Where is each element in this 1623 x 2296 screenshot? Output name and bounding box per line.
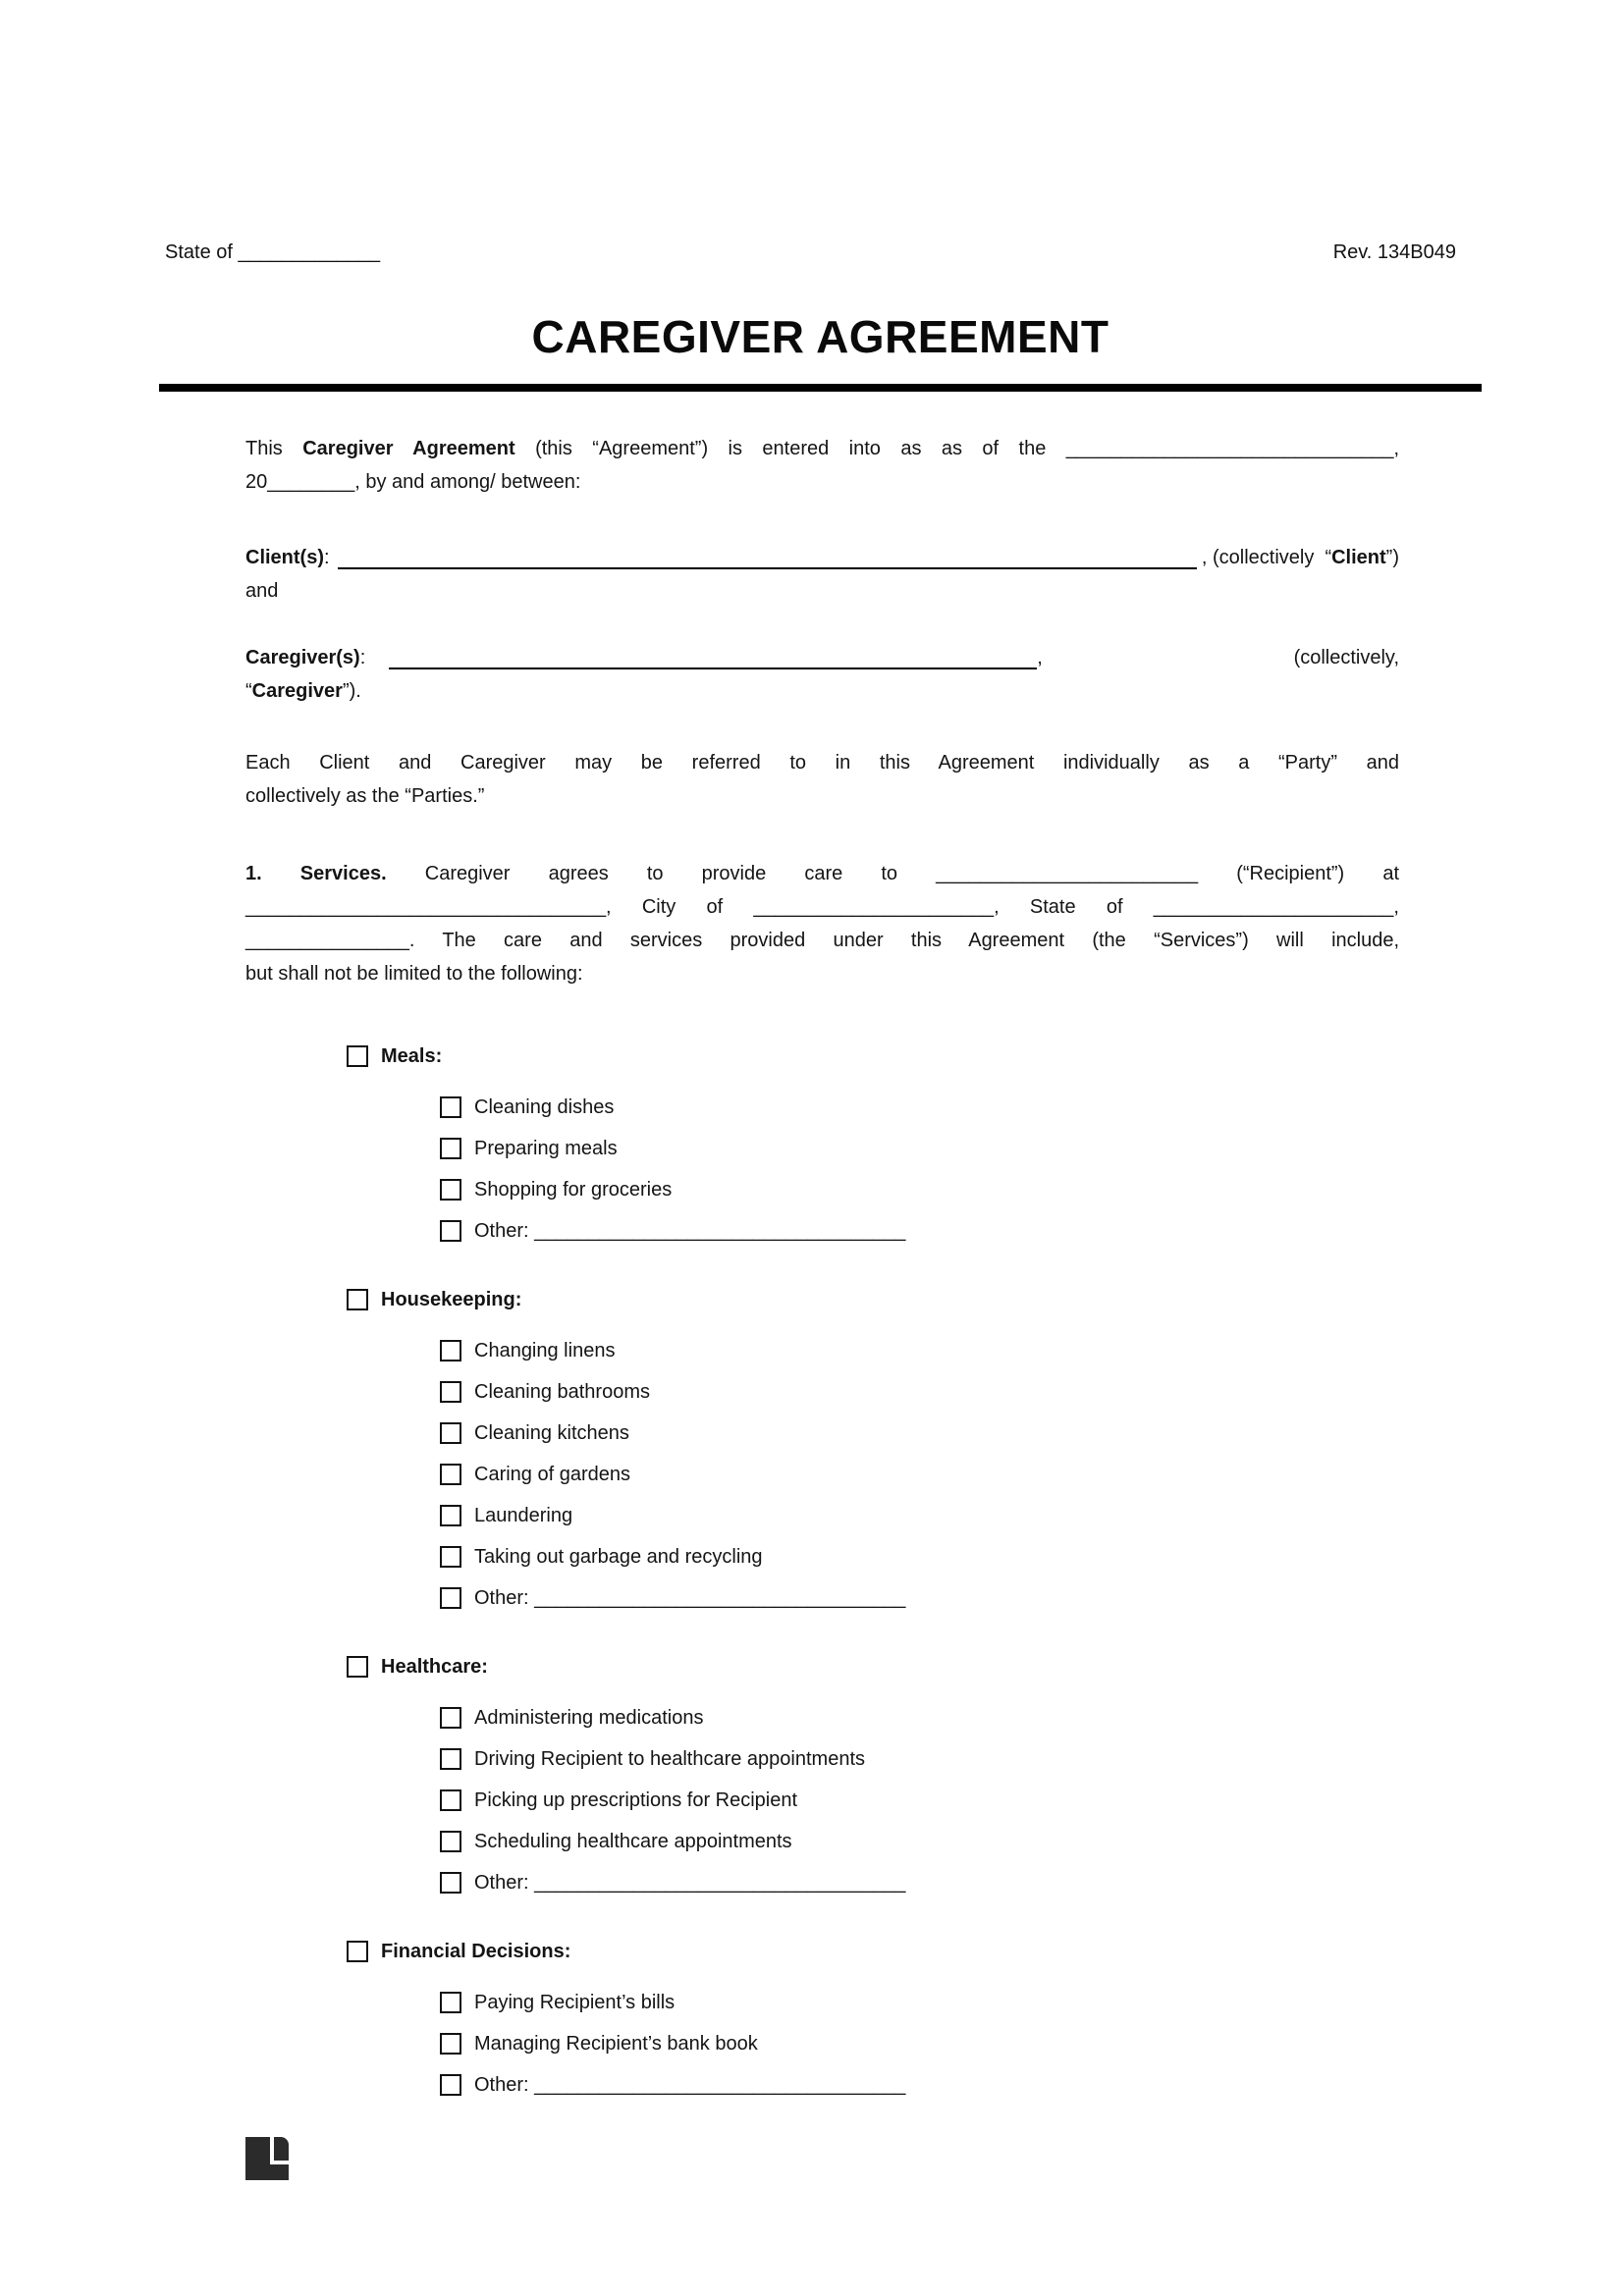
checklist-item-other: Other: __________________________________ xyxy=(440,1214,1399,1248)
title-zone xyxy=(159,312,1482,361)
checklist-item: Managing Recipient’s bank book xyxy=(440,2027,1399,2060)
caregiver-tail: (collectively, xyxy=(1293,647,1399,668)
checklist-item-other: Other: __________________________________ xyxy=(440,1581,1399,1615)
checklist-item: Cleaning dishes xyxy=(440,1091,1399,1124)
services-paragraph xyxy=(245,857,1399,990)
client-and-line: and xyxy=(245,580,279,602)
checklist-item: Scheduling healthcare appointments xyxy=(440,1825,1399,1858)
intro-text-1: This xyxy=(245,438,303,459)
checklist-item: Driving Recipient to healthcare appointments xyxy=(440,1742,1399,1776)
client-paragraph xyxy=(245,541,1399,608)
cleaning-dishes-checkbox[interactable] xyxy=(440,1096,461,1118)
checklist-item: Cleaning bathrooms xyxy=(440,1375,1399,1409)
page-header xyxy=(165,241,1456,263)
housekeeping-items xyxy=(440,1334,1399,1615)
meals-heading-row xyxy=(347,1040,1399,1073)
parties-text-2: collectively as the “Parties.” xyxy=(245,785,485,807)
garbage-recycling-checkbox[interactable] xyxy=(440,1546,461,1568)
financial-heading-row xyxy=(347,1935,1399,1968)
checklist-item-other: Other: __________________________________ xyxy=(440,2068,1399,2102)
caregiver-row xyxy=(245,641,1399,674)
meals-label: Meals: xyxy=(381,1045,443,1067)
checklist-item: Changing linens xyxy=(440,1334,1399,1367)
laundering-checkbox[interactable] xyxy=(440,1505,461,1526)
checklist-group-housekeeping xyxy=(347,1283,1399,1615)
client-name-field[interactable] xyxy=(338,542,1197,569)
intro-agreement-bold: Caregiver Agreement xyxy=(302,438,515,459)
client-tail: , (collectively “Client”) xyxy=(1201,547,1399,568)
paying-bills-checkbox[interactable] xyxy=(440,1992,461,2013)
checklist-item: Cleaning kitchens xyxy=(440,1416,1399,1450)
checklist-item: Administering medications xyxy=(440,1701,1399,1735)
checklist-item: Shopping for groceries xyxy=(440,1173,1399,1206)
cleaning-bathrooms-checkbox[interactable] xyxy=(440,1381,461,1403)
caregiver-label: Caregiver(s): xyxy=(245,647,366,668)
cleaning-kitchens-checkbox[interactable] xyxy=(440,1422,461,1444)
shopping-groceries-checkbox[interactable] xyxy=(440,1179,461,1201)
checklist-group-financial xyxy=(347,1935,1399,2102)
caregiver-name-field[interactable] xyxy=(389,642,1037,669)
financial-decisions-label: Financial Decisions: xyxy=(381,1941,571,1962)
services-text-2: but shall not be limited to the following: xyxy=(245,963,583,985)
scheduling-appointments-checkbox[interactable] xyxy=(440,1831,461,1852)
checklist-group-healthcare xyxy=(347,1650,1399,1899)
caregiver-comma: , xyxy=(1037,647,1043,668)
document-title: CAREGIVER AGREEMENT xyxy=(531,311,1109,362)
healthcare-heading-row xyxy=(347,1650,1399,1683)
healthcare-checkbox[interactable] xyxy=(347,1656,368,1678)
financial-items xyxy=(440,1986,1399,2102)
services-text-1: Caregiver agrees to provide care to ________________________ (“Recipient”) at _________________________________, City of ______________________, State of ______________________, _______________. The care and services provided under this Agreement (the “Services”) will include, xyxy=(245,863,1400,951)
checklist-item: Taking out garbage and recycling xyxy=(440,1540,1399,1574)
financial-other-checkbox[interactable] xyxy=(440,2074,461,2096)
financial-decisions-checkbox[interactable] xyxy=(347,1941,368,1962)
caring-gardens-checkbox[interactable] xyxy=(440,1464,461,1485)
housekeeping-heading-row xyxy=(347,1283,1399,1316)
checklist-item: Picking up prescriptions for Recipient xyxy=(440,1784,1399,1817)
housekeeping-other-checkbox[interactable] xyxy=(440,1587,461,1609)
checklist-item-other: Other: __________________________________ xyxy=(440,1866,1399,1899)
healthcare-items xyxy=(440,1701,1399,1899)
preparing-meals-checkbox[interactable] xyxy=(440,1138,461,1159)
changing-linens-checkbox[interactable] xyxy=(440,1340,461,1362)
healthcare-other-checkbox[interactable] xyxy=(440,1872,461,1894)
state-of-line[interactable]: State of _____________ xyxy=(165,241,381,263)
meals-other-checkbox[interactable] xyxy=(440,1220,461,1242)
intro-text-2: (this “Agreement”) is entered into as as of the ______________________________, xyxy=(514,438,1400,459)
intro-paragraph xyxy=(245,432,1399,499)
picking-prescriptions-checkbox[interactable] xyxy=(440,1789,461,1811)
client-row xyxy=(245,541,1399,574)
housekeeping-label: Housekeeping: xyxy=(381,1289,522,1310)
caregiver-quote-line: “Caregiver”). xyxy=(245,680,361,702)
checklist-item: Caring of gardens xyxy=(440,1458,1399,1491)
checklist-item: Laundering xyxy=(440,1499,1399,1532)
legal-templates-logo-icon xyxy=(245,2137,289,2180)
housekeeping-checkbox[interactable] xyxy=(347,1289,368,1310)
meals-checkbox[interactable] xyxy=(347,1045,368,1067)
parties-paragraph xyxy=(245,746,1399,813)
checklist-item: Preparing meals xyxy=(440,1132,1399,1165)
checklist-group-meals xyxy=(347,1040,1399,1248)
caregiver-paragraph xyxy=(245,641,1399,708)
intro-text-3: 20________, by and among/ between: xyxy=(245,471,581,493)
meals-items xyxy=(440,1091,1399,1248)
title-divider-rule xyxy=(159,384,1482,392)
revision-number: Rev. 134B049 xyxy=(1332,241,1456,263)
document-body xyxy=(245,432,1399,2102)
checklist-item: Paying Recipient’s bills xyxy=(440,1986,1399,2019)
healthcare-label: Healthcare: xyxy=(381,1656,488,1678)
client-label: Client(s): xyxy=(245,547,330,568)
managing-bank-book-checkbox[interactable] xyxy=(440,2033,461,2055)
driving-recipient-checkbox[interactable] xyxy=(440,1748,461,1770)
parties-text-1: Each Client and Caregiver may be referred to in this Agreement individually as a “Party” and xyxy=(245,752,1399,774)
services-heading: 1. Services. xyxy=(245,863,387,884)
administering-medications-checkbox[interactable] xyxy=(440,1707,461,1729)
